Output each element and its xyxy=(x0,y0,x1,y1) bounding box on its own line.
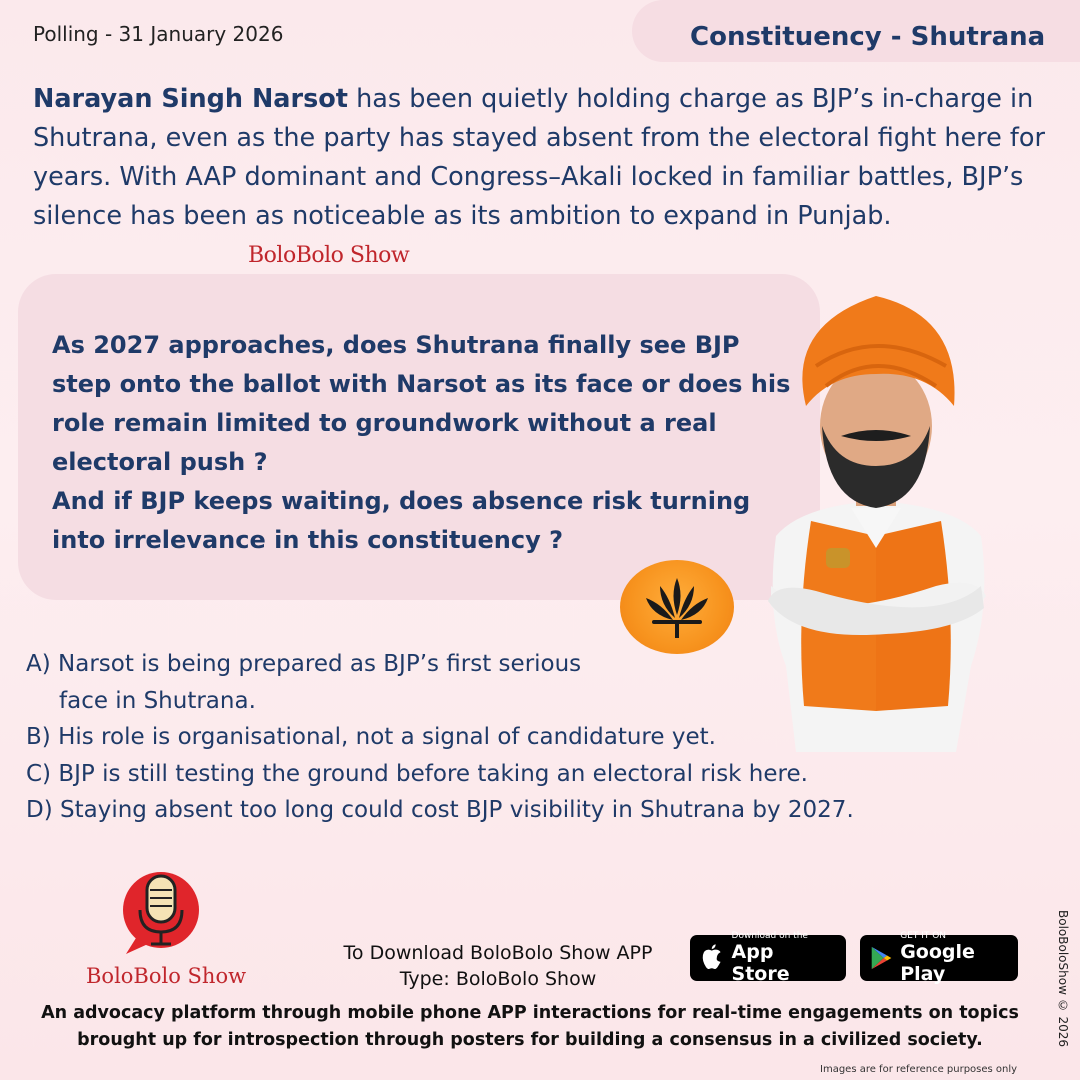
appstore-big-text: App Store xyxy=(731,941,790,985)
appstore-small-text: Download on the xyxy=(731,931,808,941)
option-c: C) BJP is still testing the ground before taking an electoral risk here. xyxy=(26,760,808,787)
gplay-big-text: Google Play xyxy=(900,941,975,985)
bjp-lotus-icon xyxy=(620,560,734,654)
app-store-badge[interactable] xyxy=(690,931,846,985)
question-text xyxy=(52,326,792,560)
option-d: D) Staying absent too long could cost BJP visibility in Shutrana by 2027. xyxy=(26,797,854,823)
microphone-icon xyxy=(116,868,206,958)
option-a: A) Narsot is being prepared as BJP’s first serious xyxy=(26,651,582,677)
gplay-small-text: GET IT ON xyxy=(900,931,947,941)
candidate-name: Narayan Singh Narsot xyxy=(33,84,348,114)
intro-paragraph xyxy=(33,80,1058,236)
answer-options xyxy=(26,646,1026,829)
constituency-title: Constituency - Shutrana xyxy=(690,22,1046,52)
apple-icon xyxy=(700,944,724,972)
footer-tagline: An advocacy platform through mobile phone APP interactions for real-time engagements on topics brought up for introspection through posters for building a consensus in a civilized society. xyxy=(41,1003,1019,1050)
copyright: BoloBoloShow © 2026 xyxy=(1056,910,1070,1048)
intro-text: has been quietly holding charge as BJP’s in-charge in Shutrana, even as the party has stayed absent from the electoral fight here for years. With AAP dominant and Congress–Akali locked in familiar battles, BJP’s silence has been as noticeable as its ambition to expand in Punjab. xyxy=(33,84,1045,231)
option-a-continued: face in Shutrana. xyxy=(59,687,256,714)
google-play-badge[interactable] xyxy=(860,931,1018,985)
download-instructions xyxy=(320,940,676,992)
disclaimer: Images are for reference purposes only xyxy=(820,1064,1018,1075)
download-line-2: Type: BoloBolo Show xyxy=(399,968,597,990)
question-line-1: As 2027 approaches, does Shutrana finally see BJP step onto the ballot with Narsot as its face or does his role remain limited to groundwork without a real electoral push ? xyxy=(52,331,791,476)
question-line-2: And if BJP keeps waiting, does absence risk turning into irrelevance in this constituency ? xyxy=(52,487,751,554)
footer-logo-text: BoloBolo Show xyxy=(86,964,247,988)
google-play-icon xyxy=(870,944,892,972)
option-b: B) His role is organisational, not a signal of candidature yet. xyxy=(26,724,716,750)
polling-date: Polling - 31 January 2026 xyxy=(33,22,284,46)
download-line-1: To Download BoloBolo Show APP xyxy=(343,942,653,964)
brand-watermark: BoloBolo Show xyxy=(248,243,410,268)
